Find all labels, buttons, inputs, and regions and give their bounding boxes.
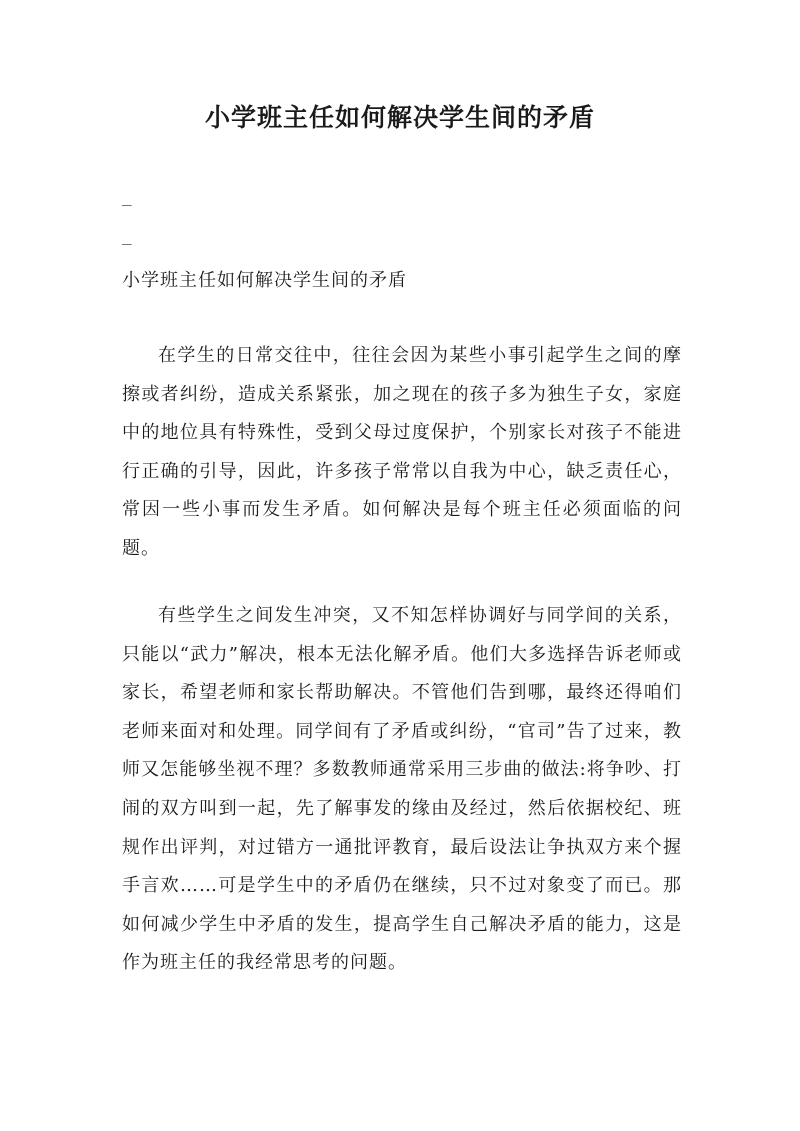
document-subtitle: 小学班主任如何解决学生间的矛盾 <box>122 270 407 291</box>
separator-mark: _ <box>122 226 132 245</box>
page-title: 小学班主任如何解决学生间的矛盾 <box>204 103 595 132</box>
body-paragraph: 在学生的日常交往中，往往会因为某些小事引起学生之间的摩擦或者纠纷，造成关系紧张，加之现在的孩子多为独生子女，家庭中的地位具有特殊性，受到父母过度保护，个别家长对孩子不能进行正确的引导，因此，许多孩子常常以自我为中心，缺乏责任心，常因一些小事而发生矛盾。如何解决是每个班主任必须面临的问题。 <box>122 345 682 559</box>
body-paragraph: 有些学生之间发生冲突，又不知怎样协调好与同学间的关系，只能以“武力”解决，根本无法化解矛盾。他们大多选择告诉老师或家长，希望老师和家长帮助解决。不管他们告到哪，最终还得咱们老师来面对和处理。同学间有了矛盾或纠纷，“官司”告了过来，教师又怎能够坐视不理？多数教师通常采用三步曲的做法:将争吵、打闹的双方叫到一起，先了解事发的缘由及经过，然后依据校纪、班规作出评判，对过错方一通批评教育，最后设法让争执双方来个握手言欢……可是学生中的矛盾仍在继续，只不过对象变了而已。那如何减少学生中矛盾的发生，提高学生自己解决矛盾的能力，这是作为班主任的我经常思考的问题。 <box>122 605 682 974</box>
separator-mark: _ <box>122 187 132 206</box>
